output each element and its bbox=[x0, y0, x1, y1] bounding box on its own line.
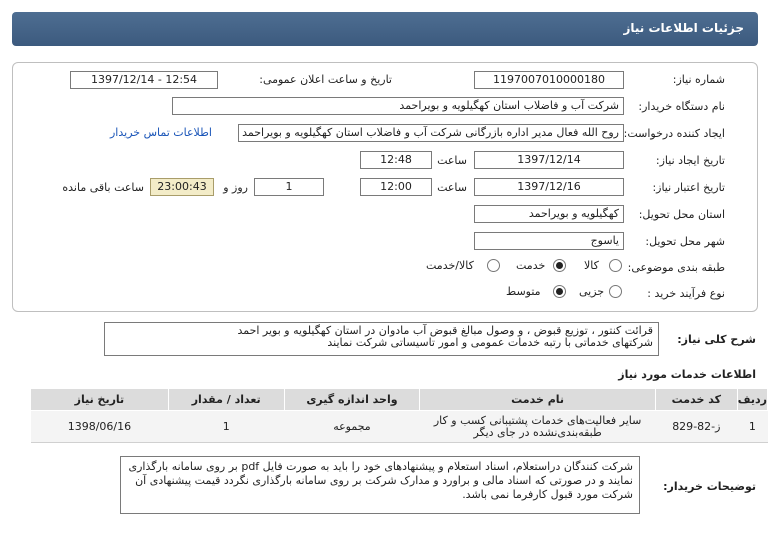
description-box bbox=[104, 322, 659, 356]
valid-date-field[interactable]: 1397/12/16 bbox=[474, 178, 624, 196]
page-header bbox=[12, 12, 758, 46]
col-unit: واحد اندازه گیری bbox=[284, 389, 420, 411]
services-table-header bbox=[31, 389, 768, 411]
service-code: ز-82-829 bbox=[655, 411, 737, 443]
valid-time-label: ساعت bbox=[437, 181, 467, 194]
category-label: طبقه بندی موضوعی: bbox=[627, 261, 725, 274]
created-time-label: ساعت bbox=[437, 154, 467, 167]
col-code: کد خدمت bbox=[655, 389, 737, 411]
city-field[interactable]: یاسوج bbox=[474, 232, 624, 250]
creator-field[interactable]: روح الله فعال مدیر اداره بازرگانی شرکت آب و فاضلاب استان کهگیلویه و بویراحمد bbox=[238, 124, 624, 142]
created-time-field[interactable]: 12:48 bbox=[360, 151, 432, 169]
buyer-contact-link[interactable]: اطلاعات تماس خریدار bbox=[110, 126, 212, 139]
col-qty: تعداد / مقدار bbox=[168, 389, 284, 411]
announce-field[interactable]: 1397/12/14 - 12:54 bbox=[70, 71, 218, 89]
category-radio-service[interactable] bbox=[553, 259, 566, 272]
province-label: استان محل تحویل: bbox=[638, 208, 725, 221]
buyer-label: نام دستگاه خریدار: bbox=[638, 100, 725, 113]
col-name: نام خدمت bbox=[420, 389, 656, 411]
service-name-line-1: سایر فعالیت‌های خدمات پشتیبانی کسب و کار bbox=[433, 413, 642, 427]
service-name-line-2: طبقه‌بندی‌نشده در جای دیگر bbox=[473, 425, 602, 439]
remaining-label: ساعت باقی مانده bbox=[62, 181, 144, 194]
process-option-minor: جزیی bbox=[579, 285, 605, 298]
created-date-field[interactable]: 1397/12/14 bbox=[474, 151, 624, 169]
remaining-time-field: 23:00:43 bbox=[150, 178, 214, 196]
valid-time-field[interactable]: 12:00 bbox=[360, 178, 432, 196]
page-title: جزئیات اطلاعات نیاز bbox=[623, 21, 744, 35]
process-option-medium: متوسط bbox=[506, 285, 541, 298]
service-qty: 1 bbox=[168, 411, 284, 443]
need-number-label: شماره نیاز: bbox=[672, 73, 725, 86]
col-row: ردیف bbox=[737, 389, 767, 411]
process-radio-medium[interactable] bbox=[553, 285, 566, 298]
process-label: نوع فرآیند خرید : bbox=[647, 287, 725, 300]
process-radio-minor[interactable] bbox=[609, 285, 622, 298]
table-row[interactable] bbox=[31, 411, 768, 443]
city-label: شهر محل تحویل: bbox=[645, 235, 725, 248]
category-radio-both[interactable] bbox=[487, 259, 500, 272]
row-number: 1 bbox=[737, 411, 767, 443]
service-unit: مجموعه bbox=[284, 411, 420, 443]
created-date-label: تاریخ ایجاد نیاز: bbox=[655, 154, 725, 167]
description-line-1: قرائت کنتور ، توزیع قبوض ، و وصول مبالغ قبوض آب مادوان در استان کهگیلویه و بویر احمد bbox=[237, 324, 653, 337]
announce-label: تاریخ و ساعت اعلان عمومی: bbox=[259, 73, 392, 86]
day-and-label: روز و bbox=[223, 181, 248, 194]
category-option-both: کالا/خدمت bbox=[426, 259, 474, 272]
valid-date-label: تاریخ اعتبار نیاز: bbox=[652, 181, 725, 194]
services-section-title: اطلاعات خدمات مورد نیاز bbox=[618, 368, 756, 381]
description-label: شرح کلی نیاز: bbox=[677, 333, 756, 346]
category-option-service: خدمت bbox=[516, 259, 546, 272]
service-date: 1398/06/16 bbox=[31, 411, 169, 443]
services-table bbox=[30, 388, 768, 443]
days-field[interactable]: 1 bbox=[254, 178, 324, 196]
creator-label: ایجاد کننده درخواست: bbox=[623, 127, 725, 140]
province-field[interactable]: کهگیلویه و بویراحمد bbox=[474, 205, 624, 223]
service-name bbox=[420, 411, 656, 443]
buyer-notes-box: شرکت کنندگان دراستعلام، اسناد استعلام و پیشنهادهای خود را باید به صورت فایل pdf بر روی سامانه بارگذاری نمایند و در صورتی که اسناد مالی و براورد و مدارک شرکت بر روی سامانه بارگذاری نگردد قیمت پیشنهادی آن شرکت مورد قبول کارفرما نمی باشد. bbox=[120, 456, 640, 514]
category-option-goods: کالا bbox=[584, 259, 599, 272]
description-line-2: شرکتهای خدماتی با رتبه خدمات عمومی و امور تاسیساتی شرکت نمایند bbox=[327, 336, 653, 349]
buyer-field[interactable]: شرکت آب و فاضلاب استان کهگیلویه و بویراحمد bbox=[172, 97, 624, 115]
col-date: تاریخ نیاز bbox=[31, 389, 169, 411]
notes-label: توضیحات خریدار: bbox=[663, 480, 756, 493]
category-radio-goods[interactable] bbox=[609, 259, 622, 272]
need-number-field[interactable]: 1197007010000180 bbox=[474, 71, 624, 89]
